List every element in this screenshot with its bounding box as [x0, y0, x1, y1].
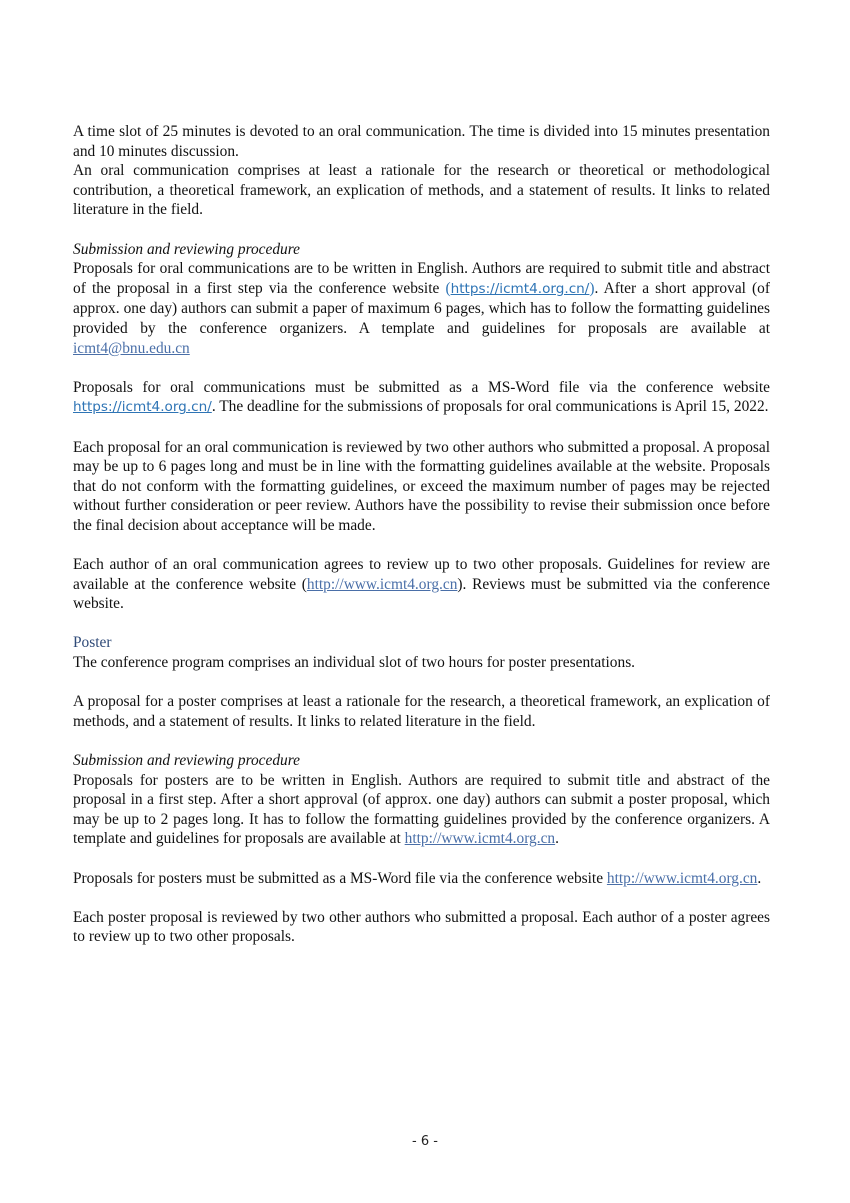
oral-deadline-paragraph: [73, 378, 770, 418]
spacer: [73, 849, 770, 869]
text: . The deadline for the submissions of proposals for oral communications is April 15, 2022.: [211, 398, 769, 416]
text: Proposals for posters must be submitted as a MS-Word file via the conference website: [73, 869, 607, 887]
spacer: [73, 418, 770, 438]
poster-heading: Poster: [73, 634, 112, 652]
conference-website-link[interactable]: https://icmt4.org.cn/: [73, 399, 212, 416]
poster-content-paragraph: A proposal for a poster comprises at least a rationale for the research, a theoretical framework, an explication of methods, and a statement of results. It links to related literature in the field.: [73, 693, 770, 730]
poster-review-paragraph: Each poster proposal is reviewed by two other authors who submitted a proposal. Each author of a poster agrees to review up to two other proposals.: [73, 908, 770, 946]
text: Proposals for oral communications are to be written in English. Authors are required to submit title and abstract of the proposal in a first step via the conference website: [73, 260, 770, 297]
conference-website-link[interactable]: http://www.icmt4.org.cn: [306, 575, 458, 593]
spacer: [73, 220, 770, 240]
oral-submission-subheading: Submission and reviewing procedure: [73, 240, 300, 258]
oral-review-paragraph: Each proposal for an oral communication is reviewed by two other authors who submitted a proposal. A proposal may be up to 6 pages long and must be in line with the formatting guidelines available at the website. Proposals that do not conform with the formatting guidelines, or exceed the maximum number of pages may be rejected without further consideration or peer review. Authors have the possibility to revise their submission once before the final decision about acceptance will be made.: [73, 438, 770, 534]
text: .: [555, 830, 559, 848]
spacer: [73, 673, 770, 693]
spacer: [73, 614, 770, 634]
text: . After a short approval (of approx. one day) authors can submit a paper of maximum 6 pages, which has to follow the formatting guidelines provided by the conference organizers. A template and guidelines for proposals are available at: [73, 279, 770, 337]
document-page: [73, 122, 770, 947]
oral-time-slot-paragraph: A time slot of 25 minutes is devoted to an oral communication. The time is divided into 15 minutes presentation and 10 minutes discussion.: [73, 123, 770, 160]
conference-website-link[interactable]: http://www.icmt4.org.cn: [606, 869, 758, 887]
oral-content-paragraph: An oral communication comprises at least a rationale for the research or theoretical or methodological contribution, a theoretical framework, an explication of methods, and a statement of results. It links to related literature in the field.: [73, 162, 770, 219]
email-link[interactable]: icmt4@bnu.edu.cn: [73, 339, 190, 357]
poster-slot-paragraph: The conference program comprises an individual slot of two hours for poster presentations.: [73, 654, 636, 672]
oral-reviewer-paragraph: [73, 555, 770, 614]
poster-format-paragraph: [73, 869, 770, 889]
spacer: [73, 731, 770, 751]
poster-submission-subheading: Submission and reviewing procedure: [73, 752, 300, 769]
text: Proposals for oral communications must be submitted as a MS-Word file via the conference website: [73, 378, 770, 396]
text: Each author of an oral communication agrees to review up to two other proposals. Guidelines for review are available at the conference website (: [73, 556, 770, 593]
spacer: [73, 888, 770, 908]
poster-submission-paragraph: [73, 771, 770, 849]
text: .: [757, 869, 762, 887]
conference-website-link[interactable]: https://icmt4.org.cn/: [450, 280, 590, 297]
paren: (: [445, 279, 451, 297]
text: ). Reviews must be submitted via the conference website.: [73, 575, 771, 613]
paren: ): [589, 279, 595, 297]
oral-submission-paragraph: [73, 259, 770, 358]
spacer: [73, 535, 770, 555]
spacer: [73, 358, 770, 378]
text: Proposals for posters are to be written in English. Authors are required to submit title and abstract of the proposal in a first step. After a short approval (of approx. one day) authors can submit a poster proposal, which may be up to 2 pages long. It has to follow the formatting guidelines provided by the conference organizers. A template and guidelines for proposals are available at: [73, 771, 770, 848]
page-number: - 6 -: [412, 1134, 438, 1149]
conference-website-link[interactable]: http://www.icmt4.org.cn: [404, 830, 556, 848]
